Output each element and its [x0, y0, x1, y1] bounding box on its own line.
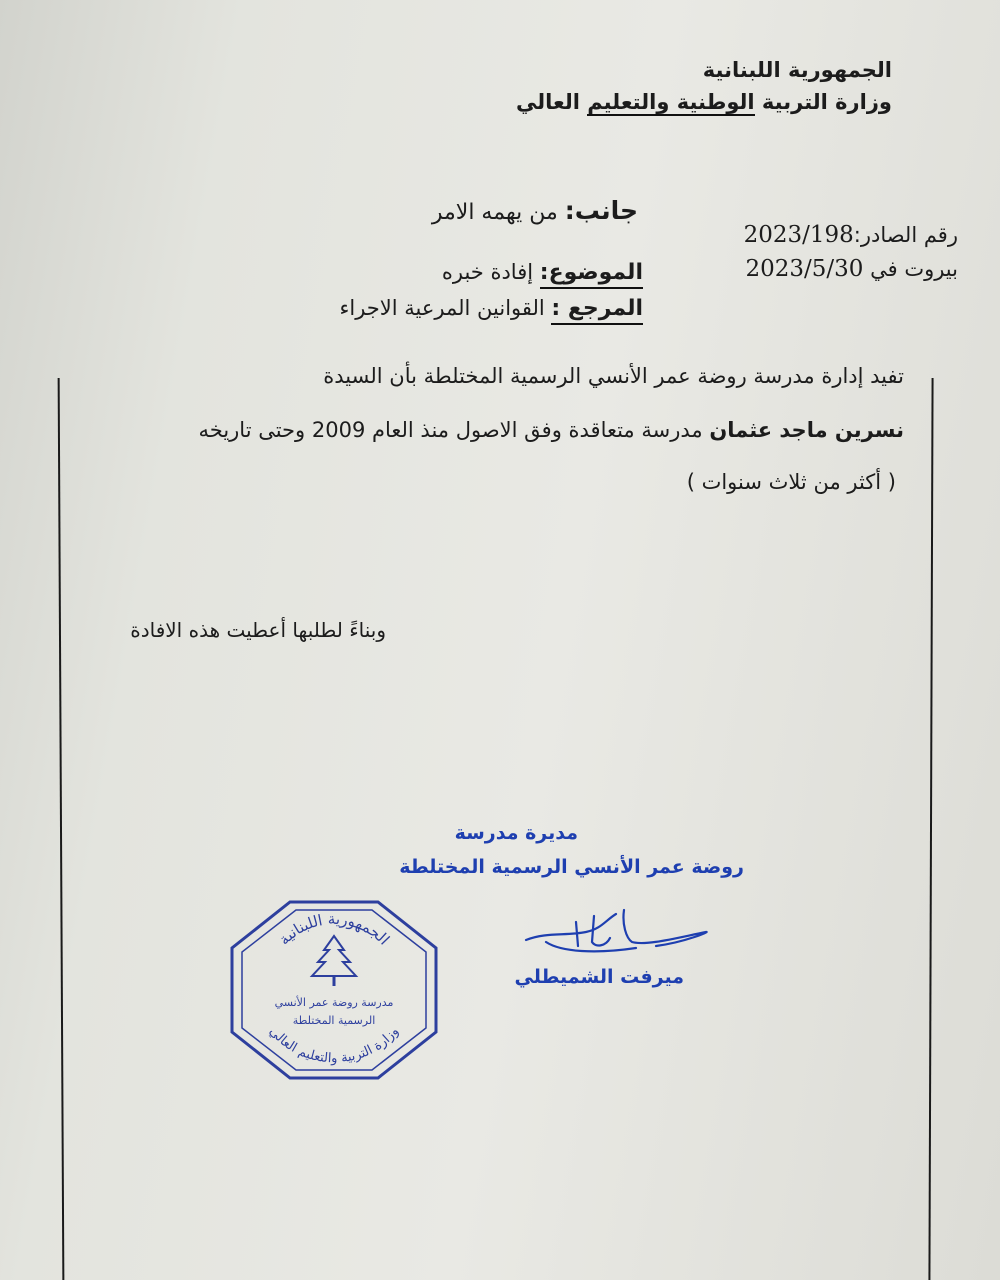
right-margin-line	[928, 378, 933, 1280]
addressee-line	[432, 196, 638, 225]
subject-label: الموضوع:	[540, 260, 643, 289]
outgoing-label: رقم الصادر:	[853, 223, 958, 247]
principal-name: ميرفت الشميطلي	[514, 966, 684, 988]
header-ministry	[516, 90, 892, 114]
signature-title-2: روضة عمر الأنسي الرسمية المختلطة	[399, 856, 744, 878]
body-line-2	[199, 418, 905, 442]
official-stamp	[228, 898, 440, 1082]
body-line-3: ( أكثر من ثلاث سنوات )	[686, 470, 896, 494]
header-ministry-part2: الوطنية والتعليم	[587, 90, 755, 114]
person-name: نسرين ماجد عثمان	[709, 418, 904, 442]
outgoing-number: 2023/198	[743, 222, 854, 248]
cedar-tree-icon	[312, 936, 356, 986]
header-ministry-part3: العالي	[515, 90, 588, 114]
svg-text:الجمهورية اللبنانية: الجمهورية اللبنانية	[275, 909, 394, 949]
reference-value: القوانين المرعية الاجراء	[339, 296, 552, 320]
closing-line: وبناءً لطلبها أعطيت هذه الافادة	[130, 618, 386, 642]
svg-text:وزارة التربية والتعليم العالي: وزارة التربية والتعليم العالي	[266, 1024, 402, 1067]
date-prefix: بيروت في	[863, 257, 958, 281]
reference-line	[340, 296, 644, 321]
addressee-label: جانب:	[564, 196, 638, 225]
addressee-value: من يهمه الامر	[431, 200, 565, 225]
left-margin-line	[58, 378, 65, 1280]
body-line-2-rest: مدرسة متعاقدة وفق الاصول منذ العام 2009 وحتى تاريخه	[198, 418, 710, 442]
subject-line	[442, 260, 643, 285]
date-value: 2023/5/30	[745, 256, 864, 282]
svg-text:الرسمية المختلطة: الرسمية المختلطة	[292, 1014, 376, 1027]
subject-value: إفادة خبره	[441, 260, 540, 284]
svg-text:مدرسة روضة عمر الأنسي: مدرسة روضة عمر الأنسي	[274, 996, 394, 1009]
reference-label: المرجع :	[551, 296, 643, 325]
signature-title-1: مديرة مدرسة	[454, 822, 578, 844]
date-line	[745, 256, 958, 282]
outgoing-number-line	[744, 222, 958, 248]
header-republic: الجمهورية اللبنانية	[702, 58, 892, 82]
header-ministry-part1: وزارة التربية	[754, 90, 892, 114]
body-line-1: تفيد إدارة مدرسة روضة عمر الأنسي الرسمية المختلطة بأن السيدة	[323, 364, 904, 388]
handwritten-signature	[506, 902, 721, 964]
